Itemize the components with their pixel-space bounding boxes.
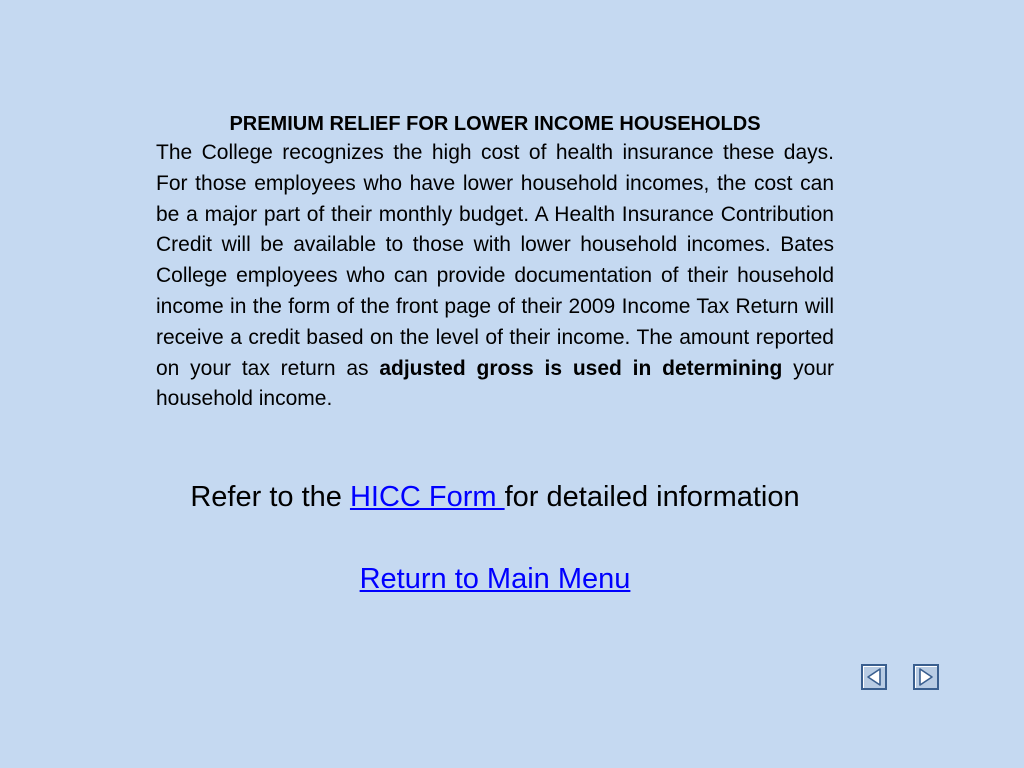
slide-heading: PREMIUM RELIEF FOR LOWER INCOME HOUSEHOLDS xyxy=(229,113,761,135)
body-text-bold: adjusted gross is used in determining xyxy=(379,356,783,380)
main-content xyxy=(156,110,834,415)
refer-suffix: for detailed information xyxy=(504,481,800,513)
body-paragraph xyxy=(156,138,834,415)
return-to-main-menu-link[interactable]: Return to Main Menu xyxy=(359,563,631,595)
body-text-start: The College recognizes the high cost of health insurance these days. For those employees who have lower household incomes, the cost can be a major part of their monthly budget. A Health Insurance Contribution Credit will be available to those with lower household incomes. Bates College employees who can provide documentation of their household income in the form of the front page of their 2009 Income Tax Return will receive a credit based on the level of their income. The amount reported on your tax return as xyxy=(156,141,834,380)
next-slide-button[interactable] xyxy=(913,664,939,690)
refer-line xyxy=(0,478,990,516)
triangle-right-icon xyxy=(915,666,937,688)
previous-slide-button[interactable] xyxy=(861,664,887,690)
hicc-form-link[interactable]: HICC Form xyxy=(349,481,505,513)
body-text-end: your household income. xyxy=(156,356,834,411)
triangle-left-icon xyxy=(863,666,885,688)
return-line xyxy=(0,560,990,598)
refer-prefix: Refer to the xyxy=(190,481,350,513)
